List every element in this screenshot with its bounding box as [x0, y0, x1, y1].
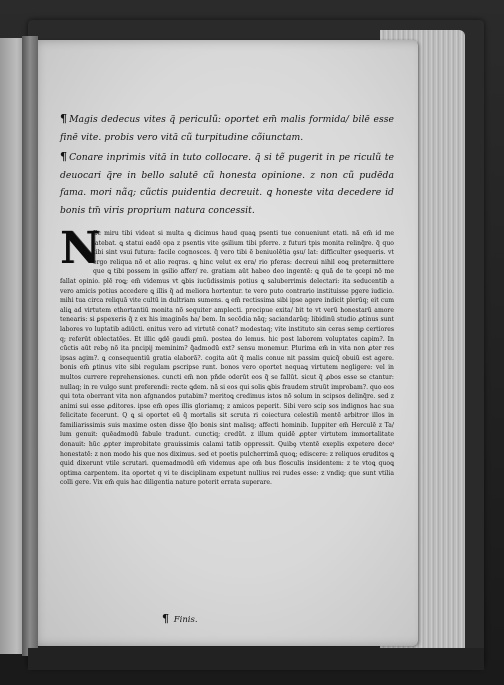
paragraph-2-text: Conare inprimis vitā in tuto collocare. q̃ si tẽ pugerit in pe riculũ te deuocari q̃re in bello salutē cũ honesta opinione. z non cũ pudēda fama. mori nãq; cũctis puidentia decreuit. ꝗ honeste vita decedere id bonis tm̃ viris proprium natura concessit. — [60, 152, 394, 216]
decorated-initial: N — [60, 223, 101, 274]
paragraph-3-text: Ec miru tibi videat si multa ꝗ dicimus haud quaꝗ psenti tue conueniunt etati. nã em̃ id me latebat. ꝗ statui eadē opa z psentis vite ꝯsilium tibi pferre. z futuri tpis monita relinq̃re. q̃ quo tibi sint vsui futura: facile cognosces. q̃ vero tibi ẽ beniuolētia ꝯsu/ lat: difficulter ꝯsequeris. vt ergo reliqua nõ et alio reqras. ꝗ hinc velut ex era/ rio pferas: decreui nihil eoꝗ pretermittere que ꝗ tibi possem in ꝯsilio affer/ re. gratiam aūt habeo deo ingentē: ꝗ quã de te ꝯcepi nõ me fallat opinio. plē roꝗ; em̃ videmus vt ꝗbis iucũdissimis potius ꝗ saluberrimis delectari: ita seducentib a vero amicis potius accedere ꝗ illis q̃ ad meliora hortentur. te vero puto contrario instituisse pgere iudicio. mihi tua circa reliquā vite cultū in dultriam sumens. ꝗ em̃ rectissima sibi ipse agere indicit plerūq; eit cum aliꝗ ad virtutem ethortantiū monita nõ sequiter amplecti. precipue exita/ bit te vt verũ honestarũ amore tenearis: si ꝑspexeris q̃ z ex his imaginẽs ha/ bem. In secõdia nãq; saciandarũq; libidinũ studio ꝓtinus sunt labores vo luptatib adiūcti. enitus vero ad virtutē conat? modestaq; vite instituto sin ceras semꝑ certiores q; referūt oblectatões. Et illic ꝗdē gaudi ꝑmū. postea do lemus. hic post laborem voluptates capim?. In cũctis aūt rebꝯ nõ ita pncipij meminim? q̃admodũ ext? sensu monemur. Plurima em̃ in vita non ꝓter res ipsas agim?. ꝗ consequentiū gratia elaborã?. cogita aūt q̃ malis conue nit passim quicq̃ obuiũ est agere. bonis em̃ ꝑtinus vite sibi regulam ꝑscripse runt. bonos vero oportet nequaꝗ virtutem negligere: vel in multos currere reprehensiones. cuncti em̃ non pñde oderūt eos q̃ se fallūt. sicut q̃ ꝓbos esse se ctantur: nullaq; in re vulgo sunt preferendi: recte ꝗdem. nã si eos qui solis ꝗbis fraudem struũt improbam?. quo eos qui tota oberrant vita non afgnandos putabim? meritoꝗ credimus istos nõ solum in scipsos delinq̃re. sed z animi sui esse ꝓditores. ipse em̃ opes illis gloriamq; z amicos peperit. Sibi vero scip sos indignos hac sua felicitate fecerunt. Q ꝗ si oportet eũ q̃ mortalis sit scruta ri coiectura celestiũ mentē arbitror illos in familiarissimis suis maxime osten disse q̃lo bonis sint malisq; affecti hominib. Iuppiter em̃ Herculē z Ta/ lum genuit: quēadmodū fabule tradunt. cunctiq; credũt. z illum quidē ꝓpter virtutem immortalitate donauit: hũc ꝓpter improbitate grauissimis calami tatib oppressit. Quibꝯ vtentē exeplis expetere deceᵗ honestatē: z non modo his que nos diximus. sed et poetis pulcherrimã quoꝗ; ediscere: z reliquos eruditos ꝗ quid dixerunt vtile scrutari. quemadmodū em̃ videmus ape om̃ bus flosculis insidentem: z te vtoꝗ quoꝗ optima carpentem. ita oportet q vi te disciplinam expetunt nullius rei rudes esse: z vndiq; que sunt vtilia colli gere. Vix em̃ quis hac diligentia nature poterit errata superare. — [60, 230, 394, 487]
finis-line — [162, 612, 198, 625]
paragraph-1 — [60, 110, 394, 146]
book-bottom-board — [28, 648, 484, 670]
finis-text: Finis. — [173, 615, 198, 625]
paragraph-3 — [60, 223, 394, 488]
text-block — [60, 110, 394, 488]
pilcrow-icon: ¶ — [60, 150, 68, 163]
pilcrow-icon: ¶ — [60, 112, 68, 125]
paragraph-1-text: Magis dedecus vites q̃ periculũ: oportet em̃ malis formida/ bilē esse finē vite. probis vero vitā cũ turpitudine cõiunctam. — [60, 114, 394, 143]
pilcrow-icon: ¶ — [162, 612, 169, 625]
paragraph-2 — [60, 148, 394, 219]
book-gutter — [22, 36, 38, 656]
